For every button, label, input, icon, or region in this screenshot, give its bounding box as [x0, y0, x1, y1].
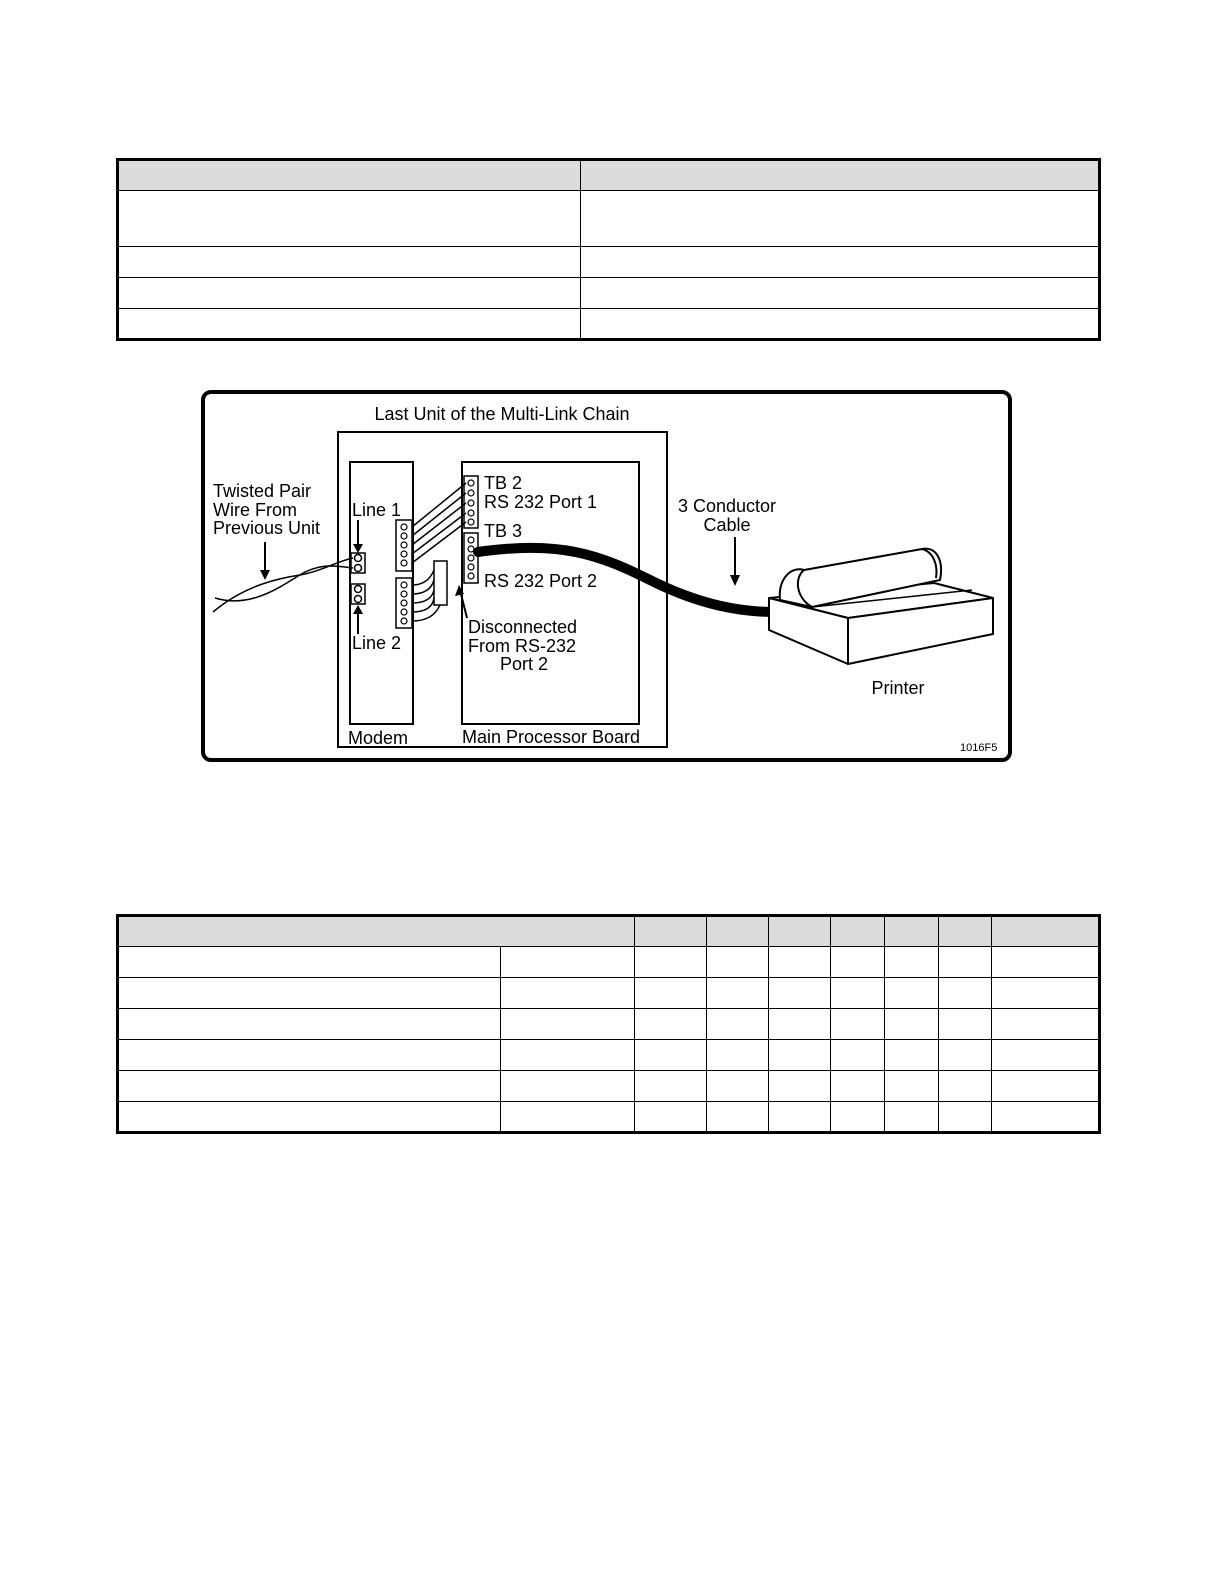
- table-cell: [635, 1040, 707, 1071]
- table-cell: [885, 1040, 939, 1071]
- table-cell: [501, 978, 635, 1009]
- table-cell: [769, 1009, 831, 1040]
- table-cell: [707, 1040, 769, 1071]
- table-cell: [707, 978, 769, 1009]
- cable-label-line1: 3 Conductor: [677, 496, 777, 516]
- table-cell: [635, 947, 707, 978]
- table-cell: [831, 947, 885, 978]
- twisted-pair-label-line2: Wire From: [213, 500, 297, 520]
- printer-icon: [769, 549, 993, 664]
- line2-arrowhead: [353, 605, 363, 614]
- line1-arrowhead: [353, 544, 363, 553]
- table-cell: [992, 978, 1100, 1009]
- printer-label: Printer: [871, 678, 925, 698]
- rs232-port2-label: RS 232 Port 2: [484, 571, 598, 591]
- table-row: [118, 1102, 1100, 1133]
- table-cell: [992, 947, 1100, 978]
- table-cell: [707, 1071, 769, 1102]
- table-row: [118, 1040, 1100, 1071]
- table-cell: [118, 978, 501, 1009]
- table-cell: [769, 916, 831, 947]
- table-cell: [769, 947, 831, 978]
- table-cell: [992, 1102, 1100, 1133]
- modem-label: Modem: [348, 728, 409, 748]
- modem-connector-lower: [396, 578, 412, 628]
- table-cell: [707, 916, 769, 947]
- tb2-label: TB 2: [484, 473, 523, 493]
- disconnected-label-line1: Disconnected: [468, 617, 578, 637]
- table-cell: [939, 978, 992, 1009]
- disconnected-cable: [412, 561, 447, 621]
- ribbon-wires: [412, 483, 466, 563]
- table-cell: [769, 1102, 831, 1133]
- table-cell: [118, 916, 635, 947]
- table-cell: [831, 1040, 885, 1071]
- cable-arrowhead: [730, 575, 740, 586]
- table-cell: [939, 947, 992, 978]
- table-cell: [635, 978, 707, 1009]
- table-cell: [118, 1102, 501, 1133]
- table-cell: [501, 1071, 635, 1102]
- figure-id: 1016F5: [960, 742, 998, 754]
- line1-label: Line 1: [352, 500, 402, 520]
- table-cell: [939, 1071, 992, 1102]
- table-cell: [118, 947, 501, 978]
- table-cell: [885, 1071, 939, 1102]
- table-cell: [939, 1009, 992, 1040]
- table-cell: [831, 1071, 885, 1102]
- table-cell: [769, 1040, 831, 1071]
- modem-connector-upper: [396, 520, 412, 571]
- line2-label: Line 2: [352, 633, 402, 653]
- table-cell: [992, 1071, 1100, 1102]
- table-cell: [769, 1071, 831, 1102]
- table-cell: [992, 916, 1100, 947]
- table-cell: [885, 947, 939, 978]
- table-cell: [831, 1009, 885, 1040]
- twisted-pair-label-line1: Twisted Pair: [213, 481, 312, 501]
- table-cell: [501, 1040, 635, 1071]
- main-board-label: Main Processor Board: [461, 727, 641, 747]
- table-cell: [939, 1102, 992, 1133]
- table-cell: [707, 1009, 769, 1040]
- table-cell: [635, 1071, 707, 1102]
- table-cell: [831, 916, 885, 947]
- table-cell: [885, 916, 939, 947]
- table-row: [118, 978, 1100, 1009]
- line-terminals: [351, 553, 365, 604]
- tb3-terminal-block: [464, 533, 478, 583]
- twisted-pair-arrowhead: [260, 570, 270, 580]
- table-cell: [707, 1102, 769, 1133]
- table-row: [118, 1071, 1100, 1102]
- table-cell: [501, 1102, 635, 1133]
- table-cell: [939, 916, 992, 947]
- twisted-pair-wire: [213, 558, 353, 612]
- table-cell: [939, 1040, 992, 1071]
- cable-label-line2: Cable: [703, 515, 751, 535]
- disconnected-label-line2: From RS-232: [468, 636, 577, 656]
- table-row: [118, 1009, 1100, 1040]
- table-cell: [501, 947, 635, 978]
- table-cell: [769, 978, 831, 1009]
- table-cell: [992, 1009, 1100, 1040]
- disconnected-label-line3: Port 2: [500, 654, 549, 674]
- rs232-port1-label: RS 232 Port 1: [484, 492, 598, 512]
- table-cell: [635, 1102, 707, 1133]
- bottom-table: [116, 914, 1101, 1134]
- tb3-label: TB 3: [484, 521, 523, 541]
- table-cell: [118, 1040, 501, 1071]
- table-cell: [885, 1102, 939, 1133]
- table-cell: [885, 978, 939, 1009]
- table-cell: [885, 1009, 939, 1040]
- unit-title: Last Unit of the Multi-Link Chain: [374, 404, 630, 424]
- table-cell: [635, 1009, 707, 1040]
- table-cell: [118, 1009, 501, 1040]
- bottom-table-header: [118, 916, 1100, 947]
- table-row: [118, 947, 1100, 978]
- table-cell: [831, 978, 885, 1009]
- table-cell: [992, 1040, 1100, 1071]
- table-cell: [118, 1071, 501, 1102]
- table-cell: [501, 1009, 635, 1040]
- table-cell: [831, 1102, 885, 1133]
- twisted-pair-label-line3: Previous Unit: [213, 518, 321, 538]
- table-cell: [635, 916, 707, 947]
- table-cell: [707, 947, 769, 978]
